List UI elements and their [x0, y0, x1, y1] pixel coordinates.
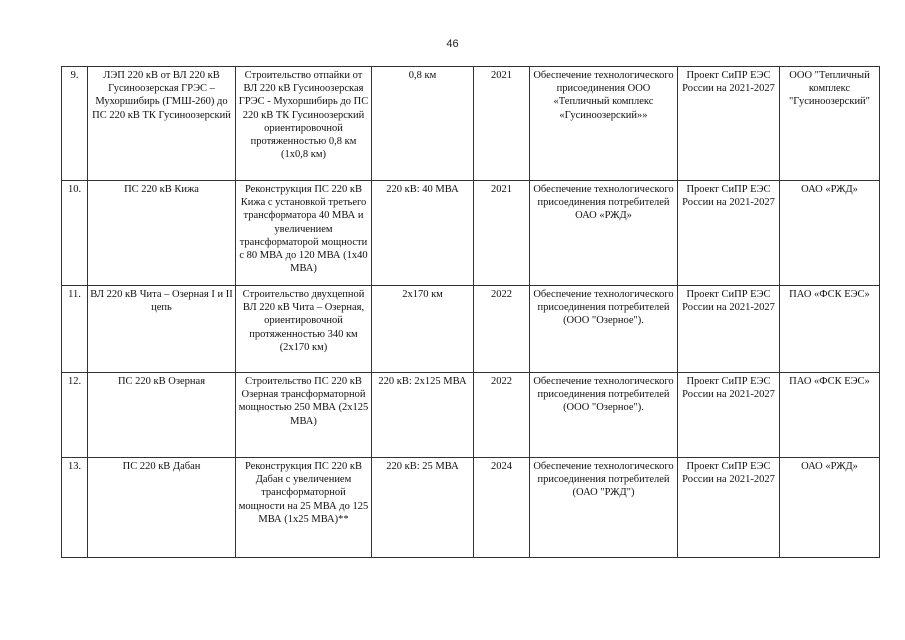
- capacity-cell: 220 кВ: 2х125 МВА: [372, 373, 474, 458]
- table-row: [62, 181, 880, 286]
- table-row: [62, 286, 880, 373]
- owner-cell: ОАО «РЖД»: [780, 181, 880, 286]
- row-number: 12.: [62, 373, 88, 458]
- source-cell: Проект СиПР ЕЭС России на 2021-2027: [678, 373, 780, 458]
- source-cell: Проект СиПР ЕЭС России на 2021-2027: [678, 67, 780, 181]
- table-row: [62, 373, 880, 458]
- description-cell: Реконструкция ПС 220 кВ Кижа с установкой третьего трансформатора 40 МВА и увеличением трансформаторой мощности с 80 МВА до 120 МВА (1х40 МВА): [236, 181, 372, 286]
- description-cell: Строительство отпайки от ВЛ 220 кВ Гусиноозерская ГРЭС - Мухоршибирь до ПС 220 кВ ТК Гусиноозерский ориентировочной протяженностью 0,8 км (1х0,8 км): [236, 67, 372, 181]
- owner-cell: ООО "Тепличный комплекс "Гусиноозерский": [780, 67, 880, 181]
- capacity-cell: 220 кВ: 25 МВА: [372, 458, 474, 558]
- purpose-cell: Обеспечение технологического присоединения потребителей (ООО "Озерное").: [530, 286, 678, 373]
- purpose-cell: Обеспечение технологического присоединения потребителей ОАО «РЖД»: [530, 181, 678, 286]
- object-name-cell: ВЛ 220 кВ Чита – Озерная I и II цепь: [88, 286, 236, 373]
- year-cell: 2022: [474, 373, 530, 458]
- owner-cell: ОАО «РЖД»: [780, 458, 880, 558]
- year-cell: 2021: [474, 67, 530, 181]
- row-number: 11.: [62, 286, 88, 373]
- object-name-cell: ПС 220 кВ Дабан: [88, 458, 236, 558]
- owner-cell: ПАО «ФСК ЕЭС»: [780, 373, 880, 458]
- table-row: [62, 67, 880, 181]
- capacity-cell: 2х170 км: [372, 286, 474, 373]
- year-cell: 2021: [474, 181, 530, 286]
- object-name-cell: ЛЭП 220 кВ от ВЛ 220 кВ Гусиноозерская ГРЭС – Мухоршибирь (ГМШ-260) до ПС 220 кВ ТК Гусиноозерский: [88, 67, 236, 181]
- source-cell: Проект СиПР ЕЭС России на 2021-2027: [678, 286, 780, 373]
- object-name-cell: ПС 220 кВ Озерная: [88, 373, 236, 458]
- description-cell: Строительство ПС 220 кВ Озерная трансформаторной мощностью 250 МВА (2х125 МВА): [236, 373, 372, 458]
- row-number: 13.: [62, 458, 88, 558]
- owner-cell: ПАО «ФСК ЕЭС»: [780, 286, 880, 373]
- source-cell: Проект СиПР ЕЭС России на 2021-2027: [678, 181, 780, 286]
- page-number: 46: [446, 38, 459, 50]
- description-cell: Строительство двухцепной ВЛ 220 кВ Чита – Озерная, ориентировочной протяженностью 340 км (2х170 км): [236, 286, 372, 373]
- year-cell: 2022: [474, 286, 530, 373]
- year-cell: 2024: [474, 458, 530, 558]
- purpose-cell: Обеспечение технологического присоединения потребителей (ООО "Озерное").: [530, 373, 678, 458]
- object-name-cell: ПС 220 кВ Кижа: [88, 181, 236, 286]
- projects-table: [61, 66, 880, 558]
- capacity-cell: 220 кВ: 40 МВА: [372, 181, 474, 286]
- row-number: 9.: [62, 67, 88, 181]
- source-cell: Проект СиПР ЕЭС России на 2021-2027: [678, 458, 780, 558]
- capacity-cell: 0,8 км: [372, 67, 474, 181]
- row-number: 10.: [62, 181, 88, 286]
- purpose-cell: Обеспечение технологического присоединения потребителей (ОАО "РЖД"): [530, 458, 678, 558]
- table-row: [62, 458, 880, 558]
- description-cell: Реконструкция ПС 220 кВ Дабан с увеличением трансформаторной мощности на 25 МВА до 125 МВА (1х25 МВА)**: [236, 458, 372, 558]
- purpose-cell: Обеспечение технологического присоединения ООО «Тепличный комплекс «Гусиноозерский»»: [530, 67, 678, 181]
